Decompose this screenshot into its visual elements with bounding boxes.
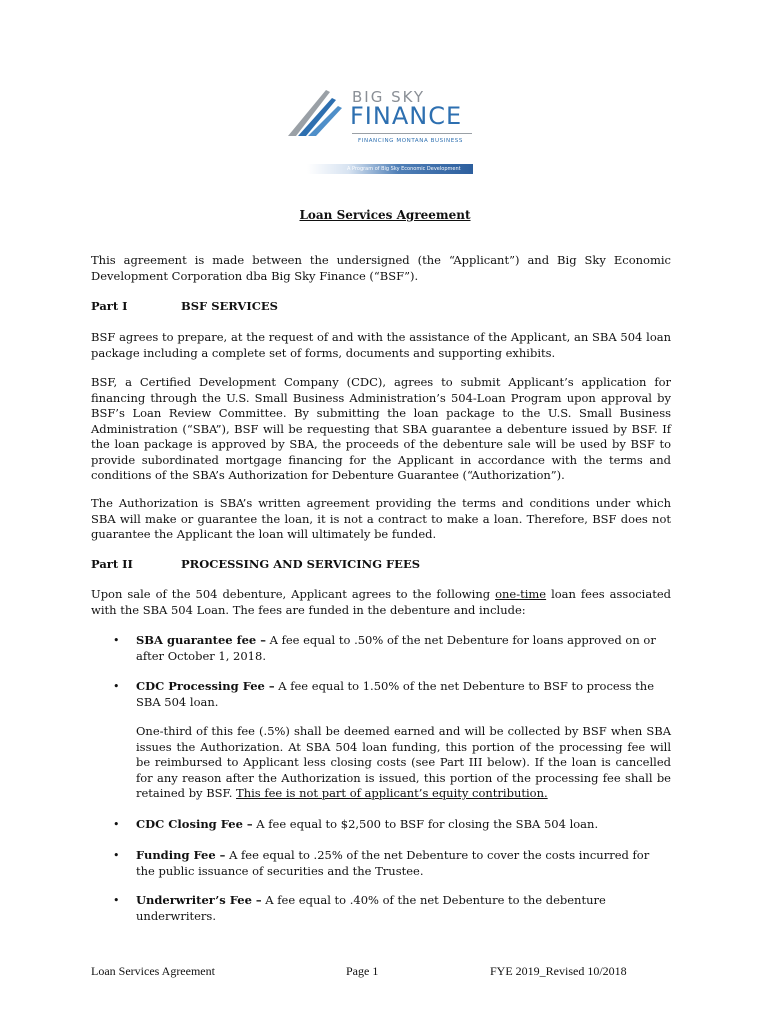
part1-label: Part I xyxy=(91,299,128,313)
part2-intro: Upon sale of the 504 debenture, Applicant agrees to the following one-time loan fees associated with the SBA 504 Loan. The fees are funded in the debenture and include: xyxy=(91,587,672,617)
part1-paragraph-1: BSF agrees to prepare, at the request of and with the assistance of the Applicant, an SBA 504 loan package including a complete set of forms, documents and supporting exhibits. xyxy=(91,330,671,360)
fee-item-underwriter: Underwriter’s Fee – A fee equal to .40% of the net Debenture to the debenture underwriters. xyxy=(136,893,606,923)
big-sky-finance-logo xyxy=(286,86,478,150)
bullet-icon: • xyxy=(113,894,120,907)
logo-tagline: FINANCING MONTANA BUSINESS xyxy=(358,138,463,144)
footer-page-number: Page 1 xyxy=(346,964,379,978)
fee-item-cdc-closing: CDC Closing Fee – A fee equal to $2,500 to BSF for closing the SBA 504 loan. xyxy=(136,817,599,831)
logo-divider xyxy=(352,133,472,134)
part1-paragraph-3: The Authorization is SBA’s written agreement providing the terms and conditions under which SBA will make or guarantee the loan, it is not a contract to make a loan. Therefore, BSF does not guarantee the Applicant the loan will ultimately be funded. xyxy=(91,496,671,541)
document-title: Loan Services Agreement xyxy=(299,208,471,222)
part2-label: Part II xyxy=(91,557,133,571)
bullet-icon: • xyxy=(113,680,120,693)
fee-item-sba-guarantee: SBA guarantee fee – A fee equal to .50% of the net Debenture for loans approved on or after October 1, 2018. xyxy=(136,633,656,663)
logo-line1: BIG SKY xyxy=(352,88,426,106)
bullet-icon: • xyxy=(113,818,120,831)
bullet-icon: • xyxy=(113,634,120,647)
fee-item-funding: Funding Fee – A fee equal to .25% of the net Debenture to cover the costs incurred for the public issuance of securities and the Trustee. xyxy=(136,848,650,878)
logo-line2: FINANCE xyxy=(350,102,463,130)
intro-paragraph: This agreement is made between the undersigned (the “Applicant”) and Big Sky Economic Development Corporation dba Big Sky Finance (“BSF”). xyxy=(91,253,671,283)
program-banner: A Program of Big Sky Economic Development xyxy=(307,164,473,174)
part2-heading: PROCESSING AND SERVICING FEES xyxy=(181,557,421,571)
mountain-icon xyxy=(286,86,350,138)
bullet-icon: • xyxy=(113,849,120,862)
fee-item-cdc-processing: CDC Processing Fee – A fee equal to 1.50% of the net Debenture to BSF to process the SBA 504 loan. xyxy=(136,679,655,709)
part1-heading: BSF SERVICES xyxy=(181,299,278,313)
part1-paragraph-2: BSF, a Certified Development Company (CDC), agrees to submit Applicant’s application for financing through the U.S. Small Business Administration’s 504-Loan Program upon approval by BSF’s Loan Review Committee. By submitting the loan package to the U.S. Small Business Administration (“SBA”), BSF will be requesting that SBA guarantee a debenture issued by BSF. If the loan package is approved by SBA, the proceeds of the debenture sale will be used by BSF to provide subordinated mortgage financing for the Applicant in accordance with the terms and conditions of the SBA’s Authorization for Debenture Guarantee (“Authorization”). xyxy=(91,375,671,482)
footer-left: Loan Services Agreement xyxy=(91,964,215,978)
footer-revision: FYE 2019_Revised 10/2018 xyxy=(490,964,627,978)
processing-fee-note: One-third of this fee (.5%) shall be deemed earned and will be collected by BSF when SBA issues the Authorization. At SBA 504 loan funding, this portion of the processing fee will be reimbursed to Applicant less closing costs (see Part III below). If the loan is cancelled for any reason after the Authorization is issued, this portion of the processing fee shall be retained by BSF. This fee is not part of applicant’s equity contribution. xyxy=(136,724,671,800)
